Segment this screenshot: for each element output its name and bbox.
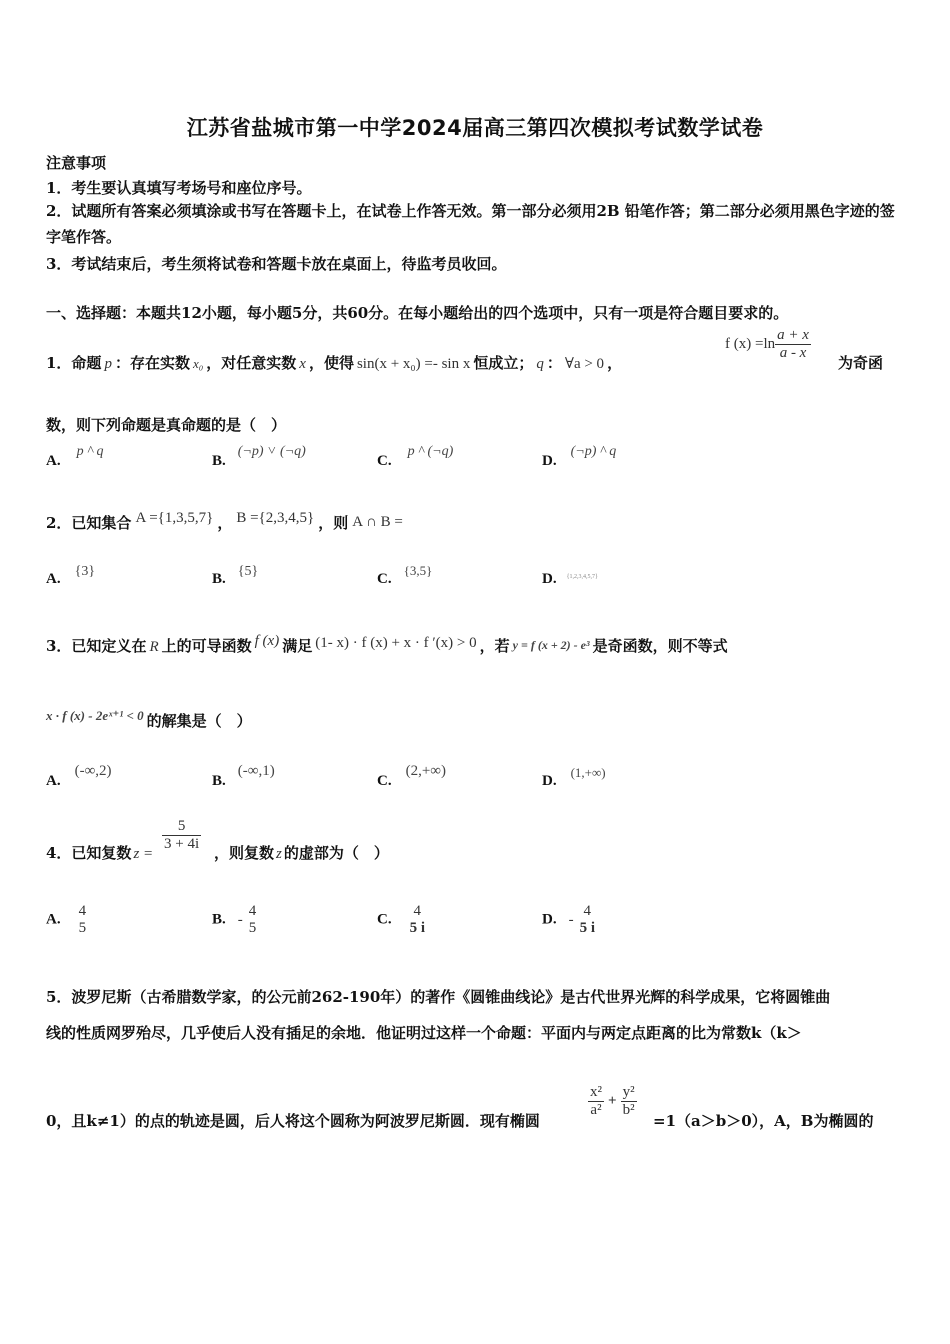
q4-option-a[interactable]: A. 4 5 xyxy=(46,903,87,936)
q1-stem-tail: 为奇函 xyxy=(838,354,884,372)
section-heading: 一、选择题：本题共12小题，每小题5分，共60分。在每小题给出的四个选项中，只有一项是符合题目要求的。 xyxy=(46,304,789,322)
q3-option-b[interactable]: B.(-∞,1) xyxy=(212,763,275,789)
q4-stem-tail: ，则复数 z 的虚部为（ ） xyxy=(214,844,389,862)
q1-stem-line1: 1．命题 p ：存在实数 x₀ ，对任意实数 x ，使得 sin(x + x₀) =- sin x 恒成立； q ： ∀a > 0 ， xyxy=(46,354,623,372)
q2-stem: 2．已知集合 A ={1,3,5,7} ， B ={2,3,4,5} ，则 A ∩ B = xyxy=(46,510,403,532)
q4-option-b[interactable]: B. - 4 5 xyxy=(212,903,257,936)
q4-option-d[interactable]: D. - 4 5 i xyxy=(542,903,596,936)
q3-stem-line1: 3．已知定义在 R 上的可导函数 f (x) 满足 (1- x) · f (x) + x · f ′(x) > 0 ，若 y = f (x + 2) - e³ 是奇函数，则不等式 xyxy=(46,633,728,655)
q1-option-d[interactable]: D.(¬p) ^ q xyxy=(542,444,617,469)
q5-line2: 线的性质网罗殆尽，几乎使后人没有插足的余地．他证明过这样一个命题：平面内与两定点距离的比为常数k（k＞ xyxy=(46,1024,802,1042)
q5-line1: 5．波罗尼斯（古希腊数学家，的公元前262-190年）的著作《圆锥曲线论》是古代世界光辉的科学成果，它将圆锥曲 xyxy=(46,988,831,1006)
q3-option-a[interactable]: A.(-∞,2) xyxy=(46,763,112,789)
q5-line3b: =1（a＞b＞0），A，B为椭圆的 xyxy=(653,1112,874,1130)
notice-item-1: 1．考生要认真填写考场号和座位序号。 xyxy=(46,179,312,197)
q1-option-a[interactable]: A.p ^ q xyxy=(46,444,104,469)
notice-heading: 注意事项 xyxy=(46,154,107,172)
q4-option-c[interactable]: C. 4 5 i xyxy=(377,903,426,936)
q3-option-c[interactable]: C.(2,+∞) xyxy=(377,763,446,789)
q1-option-b[interactable]: B.(¬p) ˅ (¬q) xyxy=(212,444,306,469)
notice-item-2: 2．试题所有答案必须填涂或书写在答题卡上，在试卷上作答无效。第一部分必须用2B 铅笔作答；第二部分必须用黑色字迹的签字笔作答。 xyxy=(46,202,895,246)
q3-option-d[interactable]: D.$^{(1,+\infty)}$ xyxy=(542,765,606,789)
q2-option-d[interactable]: D. $^{\{1,2,3,4,5,7\}}$ xyxy=(542,571,598,587)
q2-option-b[interactable]: B. {5} xyxy=(212,564,259,587)
q5-line3a: 0，且k≠1）的点的轨迹是圆，后人将这个圆称为阿波罗尼斯圆．现有椭圆 xyxy=(46,1112,540,1130)
q4-fraction: $\frac{5}{3 + 4i}$ xyxy=(164,818,200,852)
q3-stem-line2: x · f (x) - 2eˣ⁺¹ < 0 的解集是（ ） xyxy=(46,708,252,730)
q2-option-a[interactable]: A. {3} xyxy=(46,564,96,587)
q1-stem-line2: 数，则下列命题是真命题的是（ ） xyxy=(46,416,287,434)
q5-ellipse-equation: $\frac{\text{x²}}{\text{a²}}$ + $\frac{\text{y²}}{\text{b²}}$ xyxy=(590,1084,635,1118)
notice-item-3: 3．考试结束后，考生须将试卷和答题卡放在桌面上，待监考员收回。 xyxy=(46,255,507,273)
q2-option-c[interactable]: C.$^{\{3,5\}}$ xyxy=(377,563,433,587)
q1-option-c[interactable]: C.p ^ (¬q) xyxy=(377,444,454,469)
q1-f-definition: f (x) =ln $\frac{a + x}{a - x}$ xyxy=(725,327,809,361)
q4-stem: 4．已知复数 z = xyxy=(46,844,154,862)
page-title: 江苏省盐城市第一中学2024届高三第四次模拟考试数学试卷 xyxy=(186,116,764,140)
